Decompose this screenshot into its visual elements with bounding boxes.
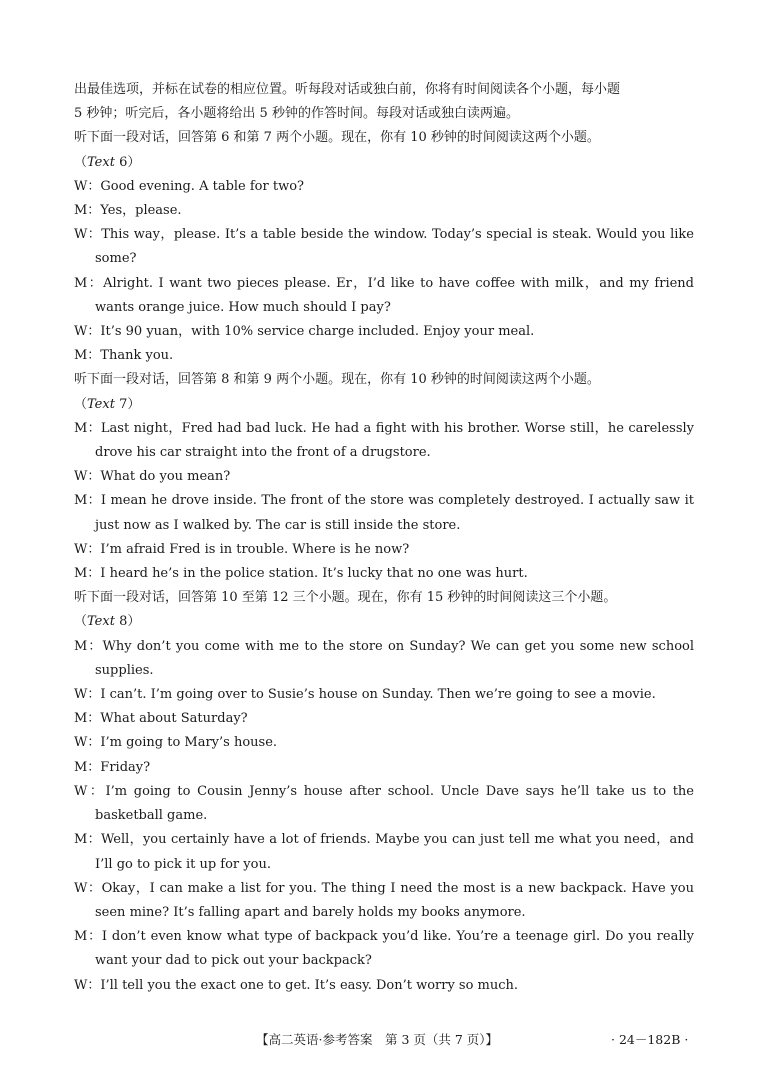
dialogue-line: W：I’m afraid Fred is in trouble. Where is he now? xyxy=(74,541,410,557)
section-text-6 xyxy=(74,126,694,368)
text-label-open: （ xyxy=(74,614,88,630)
dialogue-line: M：Friday? xyxy=(74,759,151,775)
text-label-word: Text xyxy=(87,614,115,630)
text-label-open: （ xyxy=(74,154,88,170)
dialogue-line: W：I’m going to Cousin Jenny’s house after school. Uncle Dave says he’ll take us to the basketball game. xyxy=(74,783,694,824)
dialogue-line: M：What about Saturday? xyxy=(74,711,248,727)
dialogue-line: W：I’m going to Mary’s house. xyxy=(74,735,278,751)
text-label-number: 8） xyxy=(114,614,141,630)
footer-page-info: 【高二英语·参考答案 第 3 页（共 7 页）】 xyxy=(256,1032,499,1047)
intro-line-2: 5 秒钟；听完后，各小题将给出 5 秒钟的作答时间。每段对话或独白读两遍。 xyxy=(74,106,519,122)
document-body xyxy=(74,78,694,998)
section-text-8 xyxy=(74,586,694,997)
text-label xyxy=(74,610,694,634)
text-label xyxy=(74,151,694,175)
page-footer xyxy=(0,1030,764,1050)
dialogue-line: W：What do you mean? xyxy=(74,469,231,485)
text-label-number: 6） xyxy=(114,154,141,170)
footer-code: · 24－182B · xyxy=(611,1032,689,1047)
dialogue-line: M：I don’t even know what type of backpack you’d like. You’re a teenage girl. Do you really want your dad to pick out your backpack? xyxy=(74,929,694,969)
text-label xyxy=(74,393,694,417)
dialogue-line: M：Last night，Fred had bad luck. He had a fight with his brother. Worse still，he carelessly drove his car straight into the front of a drugstore. xyxy=(74,420,694,461)
dialogue-line: M：Alright. I want two pieces please. Er，I’d like to have coffee with milk，and my friend wants orange juice. How much should I pay? xyxy=(74,275,694,315)
dialogue-line: W：It’s 90 yuan，with 10% service charge included. Enjoy your meal. xyxy=(74,324,535,340)
dialogue-line: W：I can’t. I’m going over to Susie’s house on Sunday. Then we’re going to see a movie. xyxy=(74,687,656,703)
dialogue-line: M：I heard he’s in the police station. It’s lucky that no one was hurt. xyxy=(74,566,528,582)
text-label-word: Text xyxy=(87,154,115,170)
dialogue-line: M：I mean he drove inside. The front of the store was completely destroyed. I actually saw it just now as I walked by. The car is still inside the store. xyxy=(74,493,694,533)
dialogue-line: M：Well，you certainly have a lot of friends. Maybe you can just tell me what you need，and I’ll go to pick it up for you. xyxy=(74,832,694,872)
section-instruction: 听下面一段对话，回答第 10 至第 12 三个小题。现在，你有 15 秒钟的时间阅读这三个小题。 xyxy=(74,590,617,606)
intro-line-1: 出最佳选项，并标在试卷的相应位置。听每段对话或独白前，你将有时间阅读各个小题，每小题 xyxy=(74,82,621,97)
section-text-7 xyxy=(74,368,694,586)
dialogue-line: W：This way，please. It’s a table beside the window. Today’s special is steak. Would you like some? xyxy=(74,227,694,267)
section-instruction: 听下面一段对话，回答第 6 和第 7 两个小题。现在，你有 10 秒钟的时间阅读这两个小题。 xyxy=(74,130,600,146)
text-label-number: 7） xyxy=(114,396,141,412)
text-label-open: （ xyxy=(74,396,88,412)
dialogue-line: M：Why don’t you come with me to the store on Sunday? We can get you some new school supplies. xyxy=(74,638,694,678)
dialogue-line: M：Yes，please. xyxy=(74,203,182,219)
text-label-word: Text xyxy=(87,396,115,412)
dialogue-line: W：I’ll tell you the exact one to get. It’s easy. Don’t worry so much. xyxy=(74,977,519,993)
dialogue-line: W：Good evening. A table for two? xyxy=(74,178,305,194)
dialogue-line: W：Okay，I can make a list for you. The thing I need the most is a new backpack. Have you seen mine? It’s falling apart and barely holds my books anymore. xyxy=(74,880,694,920)
section-instruction: 听下面一段对话，回答第 8 和第 9 两个小题。现在，你有 10 秒钟的时间阅读这两个小题。 xyxy=(74,372,600,388)
dialogue-line: M：Thank you. xyxy=(74,348,174,364)
